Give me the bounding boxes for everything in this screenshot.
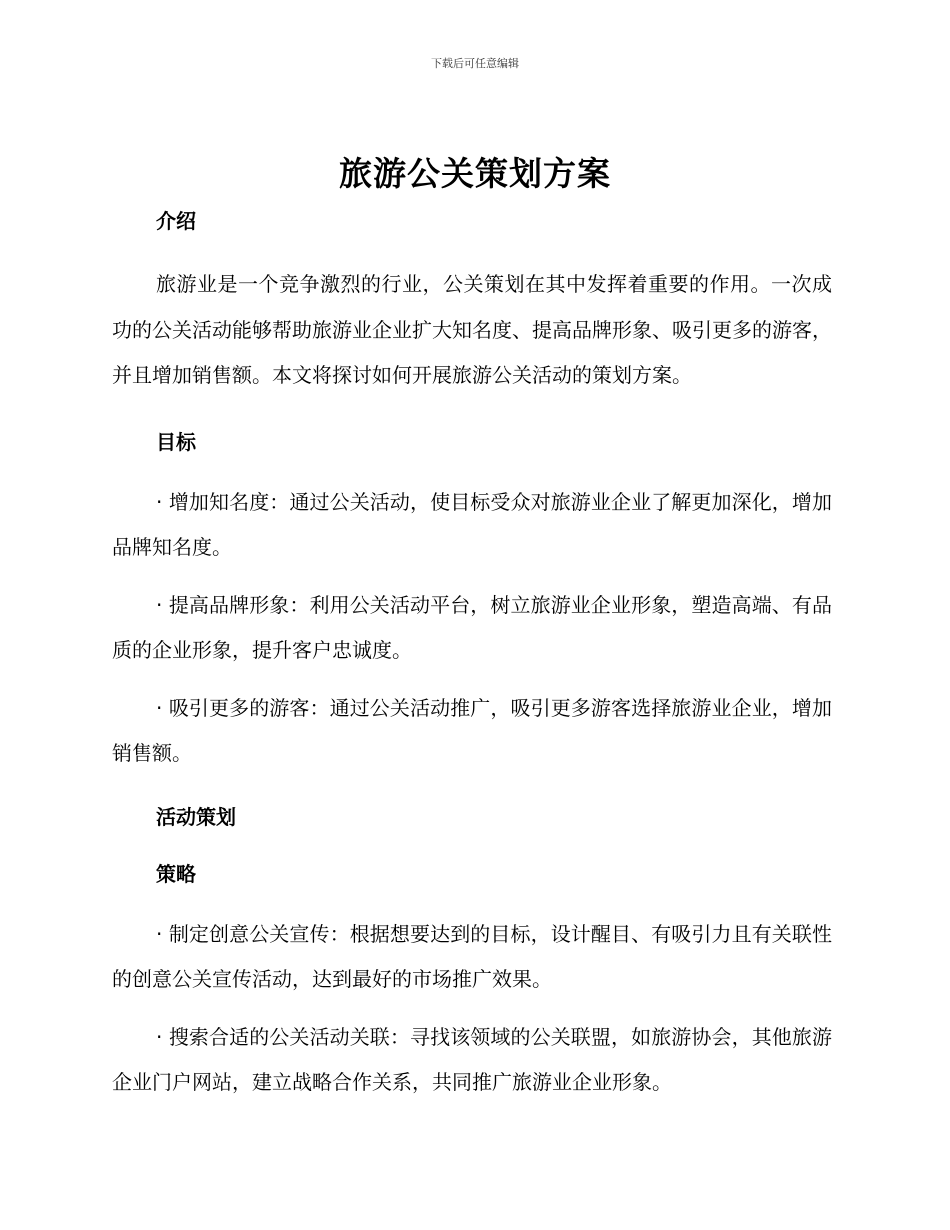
intro-paragraph: 旅游业是一个竞争激烈的行业，公关策划在其中发挥着重要的作用。一次成功的公关活动能够帮助旅游业企业扩大知名度、提高品牌形象、吸引更多的游客，并且增加销售额。本文将探讨如何开展旅游公关活动的策划方案。 <box>112 272 832 387</box>
goals-heading: 目标 <box>156 429 196 454</box>
goal-item-brand-image: · 提高品牌形象：利用公关活动平台，树立旅游业企业形象，塑造高端、有品质的企业形象，提升客户忠诚度。 <box>112 592 832 662</box>
document-title: 旅游公关策划方案 <box>339 154 611 193</box>
planning-heading: 活动策划 <box>156 804 236 829</box>
goal-item-attract-visitors: · 吸引更多的游客：通过公关活动推广，吸引更多游客选择旅游业企业，增加销售额。 <box>112 695 832 765</box>
header-note: 下载后可任意编辑 <box>431 57 519 70</box>
intro-heading: 介绍 <box>156 209 196 233</box>
document-body <box>112 205 832 1106</box>
goal-item-awareness: · 增加知名度：通过公关活动，使目标受众对旅游业企业了解更加深化，增加品牌知名度。 <box>112 489 832 559</box>
strategy-item-partnerships: · 搜索合适的公关活动关联：寻找该领域的公关联盟，如旅游协会，其他旅游企业门户网站，建立战略合作关系，共同推广旅游业企业形象。 <box>112 1024 832 1094</box>
strategy-item-creative-pr: · 制定创意公关宣传：根据想要达到的目标，设计醒目、有吸引力且有关联性的创意公关宣传活动，达到最好的市场推广效果。 <box>112 921 832 991</box>
strategy-heading: 策略 <box>156 861 196 886</box>
